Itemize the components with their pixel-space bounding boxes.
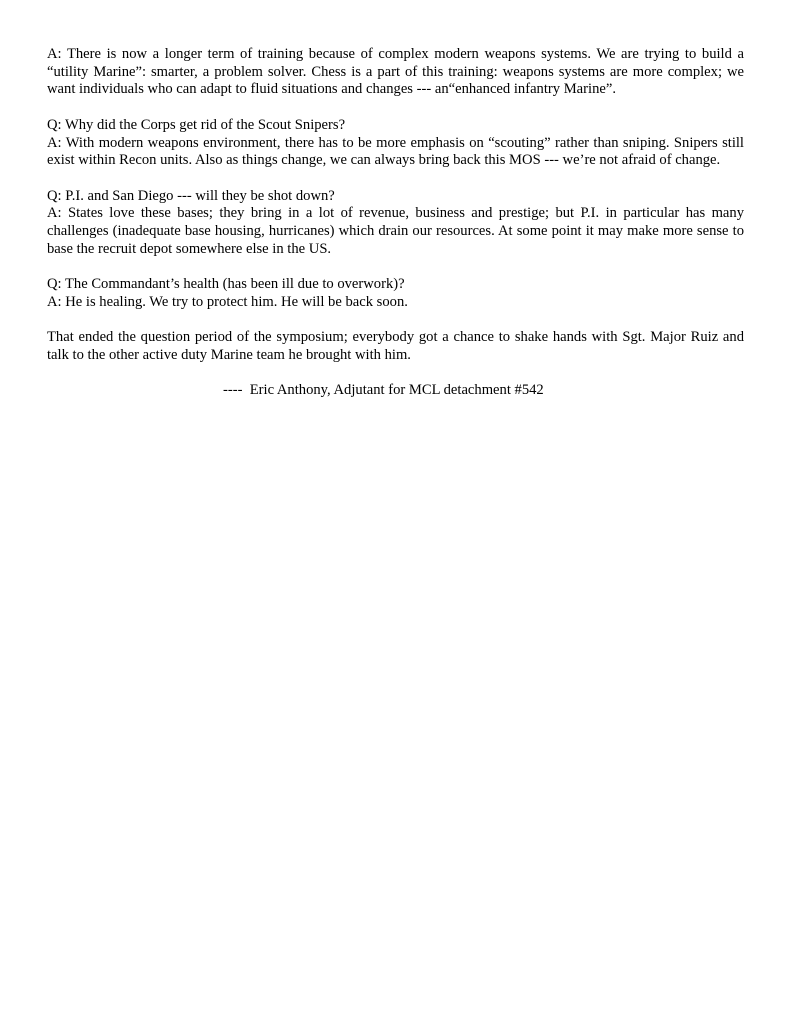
question-text: Q: P.I. and San Diego --- will they be shot down?: [47, 187, 335, 204]
closing-text: That ended the question period of the symposium; everybody got a chance to shake hands with Sgt. Major Ruiz and talk to the other active duty Marine team he brought with him.: [47, 329, 744, 363]
paragraph-pi-san-diego: [47, 188, 744, 259]
paragraph-training-answer: [47, 46, 744, 99]
answer-text: A: He is healing. We try to protect him. He will be back soon.: [47, 293, 408, 310]
answer-text: A: States love these bases; they bring in a lot of revenue, business and prestige; but P.I. in particular has many challenges (inadequate base housing, hurricanes) which drain our resources. At some point it may make more sense to base the recruit depot somewhere else in the US.: [47, 205, 744, 257]
paragraph-closing: [47, 329, 744, 364]
question-text: Q: The Commandant’s health (has been ill due to overwork)?: [47, 276, 405, 293]
answer-text: A: There is now a longer term of training because of complex modern weapons systems. We are trying to build a “utility Marine”: smarter, a problem solver. Chess is a part of this training: weapons systems are more complex; we want individuals who can adapt to fluid situations and changes --- an“enhanced infantry Marine”.: [47, 46, 744, 98]
paragraph-scout-snipers: [47, 117, 744, 170]
signature-line: ---- Eric Anthony, Adjutant for MCL detachment #542: [223, 382, 544, 399]
paragraph-commandant-health: [47, 276, 744, 311]
question-text: Q: Why did the Corps get rid of the Scout Snipers?: [47, 116, 346, 133]
document-page: [47, 46, 744, 400]
answer-text: A: With modern weapons environment, there has to be more emphasis on “scouting” rather than sniping. Snipers still exist within Recon units. Also as things change, we can always bring back this MOS --- we’re not afraid of change.: [47, 134, 744, 169]
